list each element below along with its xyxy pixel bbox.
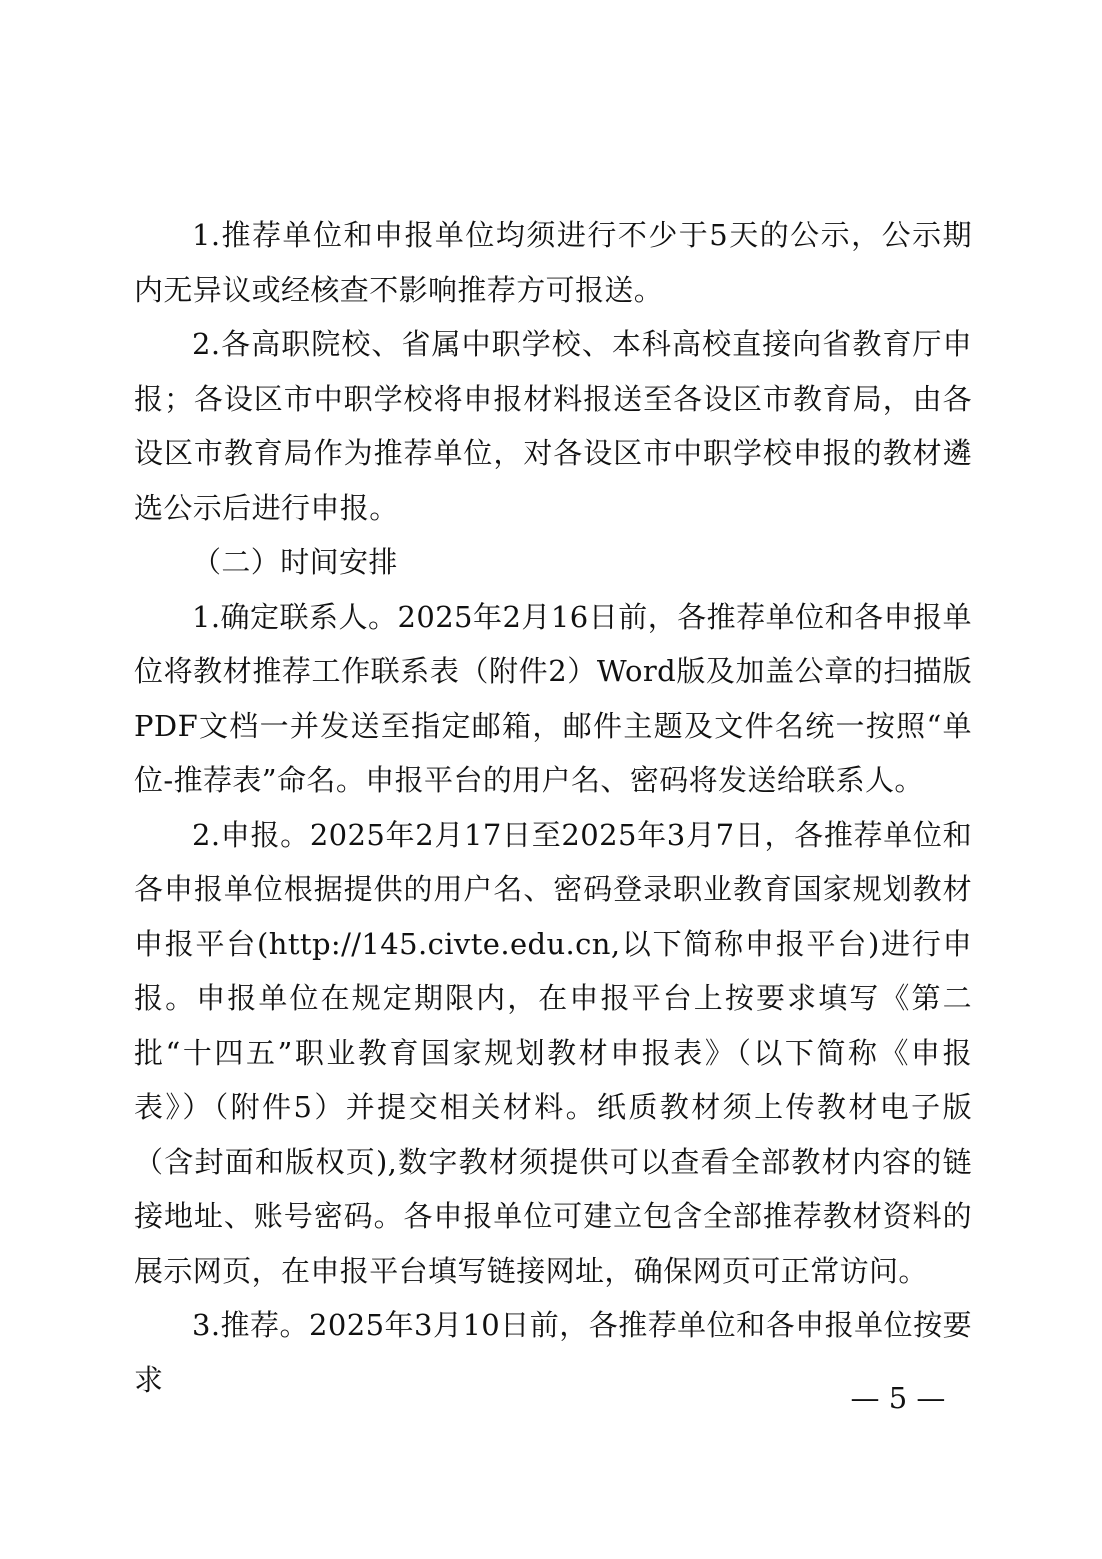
page-number: — 5 — (850, 1381, 946, 1415)
section-heading-schedule: （二）时间安排 (192, 545, 398, 579)
paragraph-submission-channel: 2.各高职院校、省属中职学校、本科高校直接向省教育厅申报；各设区市中职学校将申报材料报送至各设区市教育局，由各设区市教育局作为推荐单位，对各设区市中职学校申报的教材遴选公示后进行申报。 (134, 327, 972, 525)
paragraph-application: 2.申报。2025年2月17日至2025年3月7日，各推荐单位和各申报单位根据提供的用户名、密码登录职业教育国家规划教材申报平台(http://145.civte.edu.cn,以下简称申报平台)进行申报。申报单位在规定期限内，在申报平台上按要求填写《第二批“十四五”职业教育国家规划教材申报表》（以下简称《申报表》）（附件5）并提交相关材料。纸质教材须上传教材电子版（含封面和版权页),数字教材须提供可以查看全部教材内容的链接地址、账号密码。各申报单位可建立包含全部推荐教材资料的展示网页，在申报平台填写链接网址，确保网页可正常访问。 (134, 817, 972, 1288)
paragraph-recommendation: 3.推荐。2025年3月10日前，各推荐单位和各申报单位按要求 (134, 1308, 972, 1397)
paragraph-contact-person: 1.确定联系人。2025年2月16日前，各推荐单位和各申报单位将教材推荐工作联系表（附件2）Word版及加盖公章的扫描版PDF文档一并发送至指定邮箱，邮件主题及文件名统一按照“单位-推荐表”命名。申报平台的用户名、密码将发送给联系人。 (134, 599, 972, 797)
document-body (134, 208, 972, 1407)
paragraph-publicity-requirement: 1.推荐单位和申报单位均须进行不少于5天的公示，公示期内无异议或经核查不影响推荐方可报送。 (134, 218, 972, 307)
